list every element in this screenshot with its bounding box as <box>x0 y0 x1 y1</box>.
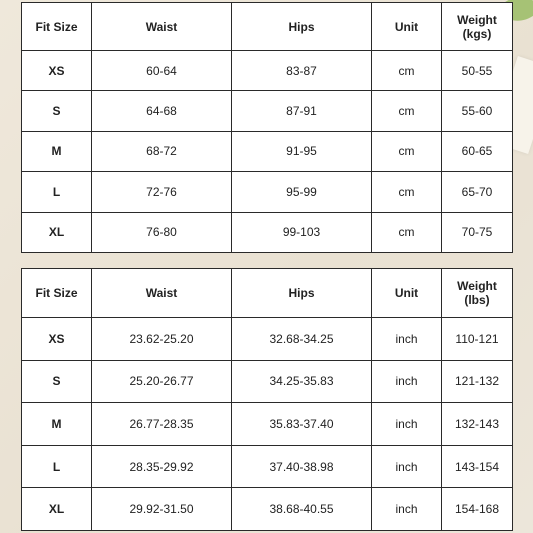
unit-cell: inch <box>372 318 442 361</box>
hips-cell: 95-99 <box>232 172 372 212</box>
size-cell: L <box>22 445 92 488</box>
unit-cell: inch <box>372 360 442 403</box>
header-weight <box>442 269 513 318</box>
table-row <box>22 445 513 488</box>
table-row <box>22 212 513 252</box>
weight-cell: 132-143 <box>442 403 513 446</box>
waist-cell: 29.92-31.50 <box>92 488 232 531</box>
size-cell: XL <box>22 488 92 531</box>
table-row <box>22 318 513 361</box>
hips-cell: 37.40-38.98 <box>232 445 372 488</box>
hips-cell: 35.83-37.40 <box>232 403 372 446</box>
weight-cell: 110-121 <box>442 318 513 361</box>
table-row <box>22 360 513 403</box>
size-cell: XS <box>22 51 92 91</box>
waist-cell: 76-80 <box>92 212 232 252</box>
header-waist: Waist <box>92 3 232 51</box>
weight-cell: 143-154 <box>442 445 513 488</box>
weight-cell: 121-132 <box>442 360 513 403</box>
header-waist: Waist <box>92 269 232 318</box>
unit-cell: cm <box>372 91 442 131</box>
waist-cell: 72-76 <box>92 172 232 212</box>
unit-cell: inch <box>372 488 442 531</box>
weight-cell: 65-70 <box>442 172 513 212</box>
size-cell: M <box>22 131 92 171</box>
hips-cell: 83-87 <box>232 51 372 91</box>
hips-cell: 34.25-35.83 <box>232 360 372 403</box>
table-header-row <box>22 269 513 318</box>
size-chart-metric <box>21 2 513 253</box>
header-weight-label: Weight <box>457 279 497 293</box>
header-fit-size: Fit Size <box>22 3 92 51</box>
table-row <box>22 131 513 171</box>
size-cell: XS <box>22 318 92 361</box>
header-hips: Hips <box>232 269 372 318</box>
table-row <box>22 172 513 212</box>
header-weight <box>442 3 513 51</box>
table-row <box>22 91 513 131</box>
unit-cell: cm <box>372 131 442 171</box>
waist-cell: 28.35-29.92 <box>92 445 232 488</box>
waist-cell: 68-72 <box>92 131 232 171</box>
header-weight-label: Weight <box>457 12 497 27</box>
size-cell: M <box>22 403 92 446</box>
unit-cell: inch <box>372 403 442 446</box>
hips-cell: 32.68-34.25 <box>232 318 372 361</box>
hips-cell: 91-95 <box>232 131 372 171</box>
unit-cell: cm <box>372 172 442 212</box>
weight-cell: 70-75 <box>442 212 513 252</box>
waist-cell: 26.77-28.35 <box>92 403 232 446</box>
size-chart-imperial <box>21 268 513 531</box>
table-row <box>22 488 513 531</box>
header-unit: Unit <box>372 3 442 51</box>
table-row <box>22 403 513 446</box>
waist-cell: 23.62-25.20 <box>92 318 232 361</box>
header-unit: Unit <box>372 269 442 318</box>
header-fit-size: Fit Size <box>22 269 92 318</box>
waist-cell: 25.20-26.77 <box>92 360 232 403</box>
hips-cell: 87-91 <box>232 91 372 131</box>
hips-cell: 38.68-40.55 <box>232 488 372 531</box>
weight-cell: 154-168 <box>442 488 513 531</box>
size-cell: S <box>22 360 92 403</box>
header-hips: Hips <box>232 3 372 51</box>
weight-cell: 50-55 <box>442 51 513 91</box>
header-weight-unit: (lbs) <box>464 293 490 307</box>
waist-cell: 60-64 <box>92 51 232 91</box>
unit-cell: cm <box>372 51 442 91</box>
table-header-row <box>22 3 513 51</box>
hips-cell: 99-103 <box>232 212 372 252</box>
table-row <box>22 51 513 91</box>
weight-cell: 60-65 <box>442 131 513 171</box>
unit-cell: inch <box>372 445 442 488</box>
weight-cell: 55-60 <box>442 91 513 131</box>
size-cell: L <box>22 172 92 212</box>
size-cell: XL <box>22 212 92 252</box>
header-weight-unit: (kgs) <box>462 26 492 41</box>
unit-cell: cm <box>372 212 442 252</box>
waist-cell: 64-68 <box>92 91 232 131</box>
size-cell: S <box>22 91 92 131</box>
